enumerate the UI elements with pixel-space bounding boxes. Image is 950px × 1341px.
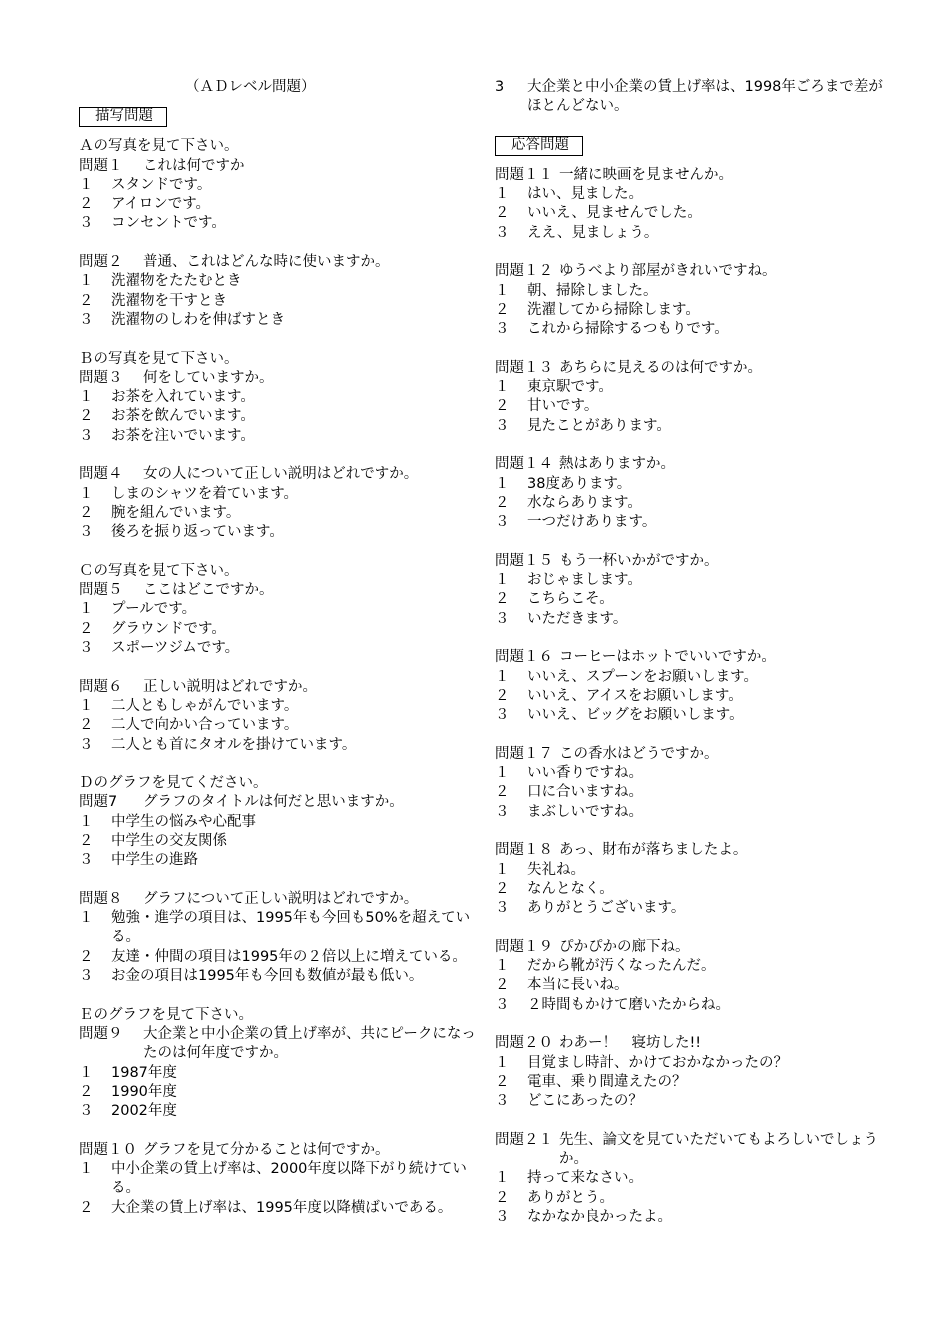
- option: １ はい、見ました。: [495, 186, 643, 203]
- question-8: 問題８ グラフについて正しい説明はどれですか。: [79, 890, 419, 907]
- page-title: （ＡＤレベル問題）: [185, 79, 316, 95]
- option: ３ ありがとうございます。: [495, 900, 686, 917]
- left-column: [79, 78, 479, 1218]
- option: ３ まぶしいですね。: [495, 803, 643, 820]
- option: １ 失礼ね。: [495, 861, 585, 878]
- option: ３ 後ろを振り返っています。: [79, 524, 284, 541]
- option: ３ いいえ、ビッグをお願いします。: [495, 707, 744, 724]
- option: ３ ２時間もかけて磨いたからね。: [495, 996, 730, 1013]
- option: ２ 腕を組んでいます。: [79, 504, 241, 521]
- option: １ 1987年度: [79, 1064, 177, 1081]
- option: ３ いただきます。: [495, 610, 628, 627]
- question-1: 問題１ これは何ですか: [79, 157, 245, 174]
- option: ２ なんとなく。: [495, 880, 614, 897]
- question-7: 問題7 グラフのタイトルは何だと思いますか。: [79, 794, 404, 811]
- photo-c-intro: Ｃの写真を見て下さい。: [79, 562, 239, 579]
- option: ２ こちらこそ。: [495, 591, 614, 608]
- question-14: 問題１４ 熱はありますか。: [495, 456, 675, 473]
- option: ２ 洗濯してから掃除します。: [495, 301, 700, 318]
- option: ２ 1990年度: [79, 1083, 177, 1100]
- option: １ いい香りですね。: [495, 765, 643, 782]
- question-13: 問題１３ あちらに見えるのは何ですか。: [495, 359, 762, 376]
- question-17: 問題１７ この香水はどうですか。: [495, 745, 719, 762]
- option: ２ 二人で向かい合っています。: [79, 717, 299, 734]
- option: ２ 友達・仲間の項目は1995年の２倍以上に増えている。: [79, 948, 467, 965]
- option: ３ 見たことがあります。: [495, 417, 671, 434]
- option: ３ これから掃除するつもりです。: [495, 321, 729, 338]
- question-12: 問題１２ ゆうべより部屋がきれいですね。: [495, 263, 777, 280]
- question-10: 問題１０ グラフを見て分かることは何ですか。: [79, 1141, 390, 1158]
- option: １ 東京駅です。: [495, 379, 613, 396]
- option: １ プールです。: [79, 601, 197, 618]
- question-11: 問題１１ 一緒に映画を見ませんか。: [495, 166, 733, 183]
- question-15: 問題１５ もう一杯いかがですか。: [495, 552, 719, 569]
- section-heading-description: 描写問題: [79, 107, 167, 127]
- question-5: 問題５ ここはどこですか。: [79, 582, 274, 599]
- option: ２ ありがとう。: [495, 1189, 614, 1206]
- option: ３ 中学生の進路: [79, 852, 198, 869]
- option: １ 勉強・進学の項目は、1995年も今回も50%を超えている。: [79, 910, 471, 946]
- option: １ 持って来なさい。: [495, 1170, 643, 1187]
- option: １ お茶を入れています。: [79, 389, 255, 406]
- option: １ だから靴が汚くなったんだ。: [495, 958, 716, 975]
- option: １ いいえ、スプーンをお願いします。: [495, 668, 758, 685]
- question-21: 問題２１ 先生、論文を見ていただいてもよろしいでしょうか。: [495, 1131, 878, 1168]
- option: ２ 中学生の交友関係: [79, 832, 227, 849]
- option: ２ 口に合いますね。: [495, 784, 643, 801]
- option: ３ 一つだけあります。: [495, 514, 657, 531]
- question-9: 問題９ 大企業と中小企業の賃上げ率が、共にピークになったのは何年度ですか。: [79, 1025, 476, 1062]
- option: ３ コンセントです。: [79, 215, 226, 232]
- option: １ 二人ともしゃがんでいます。: [79, 697, 299, 714]
- question-4: 問題４ 女の人について正しい説明はどれですか。: [79, 466, 419, 483]
- question-2: 問題２ 普通、これはどんな時に使いますか。: [79, 254, 390, 271]
- question-18: 問題１８ あっ、財布が落ちましたよ。: [495, 842, 748, 859]
- option: ３ 洗濯物のしわを伸ばすとき: [79, 311, 285, 328]
- option: ３ 二人とも首にタオルを掛けています。: [79, 736, 357, 753]
- option: ３ 2002年度: [79, 1103, 177, 1120]
- option: 3 大企業と中小企業の賃上げ率は、1998年ごろまで差がほとんどない。: [495, 79, 883, 115]
- option: ３ ええ、見ましょう。: [495, 224, 659, 241]
- option: ２ 洗濯物を干すとき: [79, 292, 227, 309]
- option: ２ いいえ、見ませんでした。: [495, 205, 702, 222]
- question-3: 問題３ 何をしていますか。: [79, 369, 274, 386]
- option: ３ どこにあったの？: [495, 1093, 643, 1110]
- option: ２ アイロンです。: [79, 196, 211, 213]
- option: ２ 甘いです。: [495, 398, 599, 415]
- question-6: 問題６ 正しい説明はどれですか。: [79, 678, 317, 695]
- option: ３ スポーツジムです。: [79, 640, 240, 657]
- option: １ しまのシャツを着ています。: [79, 485, 299, 502]
- response-questions: [495, 166, 895, 1227]
- question-16: 問題１６ コーヒーはホットでいいですか。: [495, 649, 776, 666]
- section-heading-response: 応答問題: [495, 136, 583, 156]
- option: １ 洗濯物をたたむとき: [79, 273, 242, 290]
- photo-b-intro: Ｂの写真を見て下さい。: [79, 350, 239, 367]
- option: １ 中学生の悩みや心配事: [79, 813, 256, 830]
- photo-a-intro: Ａの写真を見て下さい。: [79, 138, 239, 155]
- option: ２ 水ならあります。: [495, 494, 642, 511]
- option: ２ 大企業の賃上げ率は、1995年度以降横ばいである。: [79, 1199, 453, 1216]
- right-column: [495, 78, 895, 1227]
- option: １ スタンドです。: [79, 176, 212, 193]
- question-20: 問題２０ わあー！ 寝坊した!!: [495, 1035, 702, 1052]
- graph-d-intro: Ｄのグラフを見てください。: [79, 775, 268, 792]
- option: ２ お茶を飲んでいます。: [79, 408, 255, 425]
- option: １ 朝、掃除しました。: [495, 282, 658, 299]
- option: １ 目覚まし時計、かけておかなかったの？: [495, 1054, 788, 1071]
- option: １ 中小企業の賃上げ率は、2000年度以降下がり続けている。: [79, 1161, 467, 1197]
- option: ２ 電車、乗り間違えたの？: [495, 1073, 687, 1090]
- graph-e-intro: Ｅのグラフを見て下さい。: [79, 1006, 253, 1023]
- option: ２ グラウンドです。: [79, 620, 226, 637]
- option: ２ いいえ、アイスをお願いします。: [495, 687, 743, 704]
- option: １ おじゃまします。: [495, 572, 642, 589]
- option: ３ なかなか良かったよ。: [495, 1208, 672, 1225]
- option: ３ お金の項目は1995年も今回も数値が最も低い。: [79, 968, 424, 985]
- question-19: 問題１９ ぴかぴかの廊下ね。: [495, 938, 690, 955]
- option: １ 38度あります。: [495, 475, 632, 492]
- option: ３ お茶を注いでいます。: [79, 427, 255, 444]
- option: ２ 本当に長いね。: [495, 977, 629, 994]
